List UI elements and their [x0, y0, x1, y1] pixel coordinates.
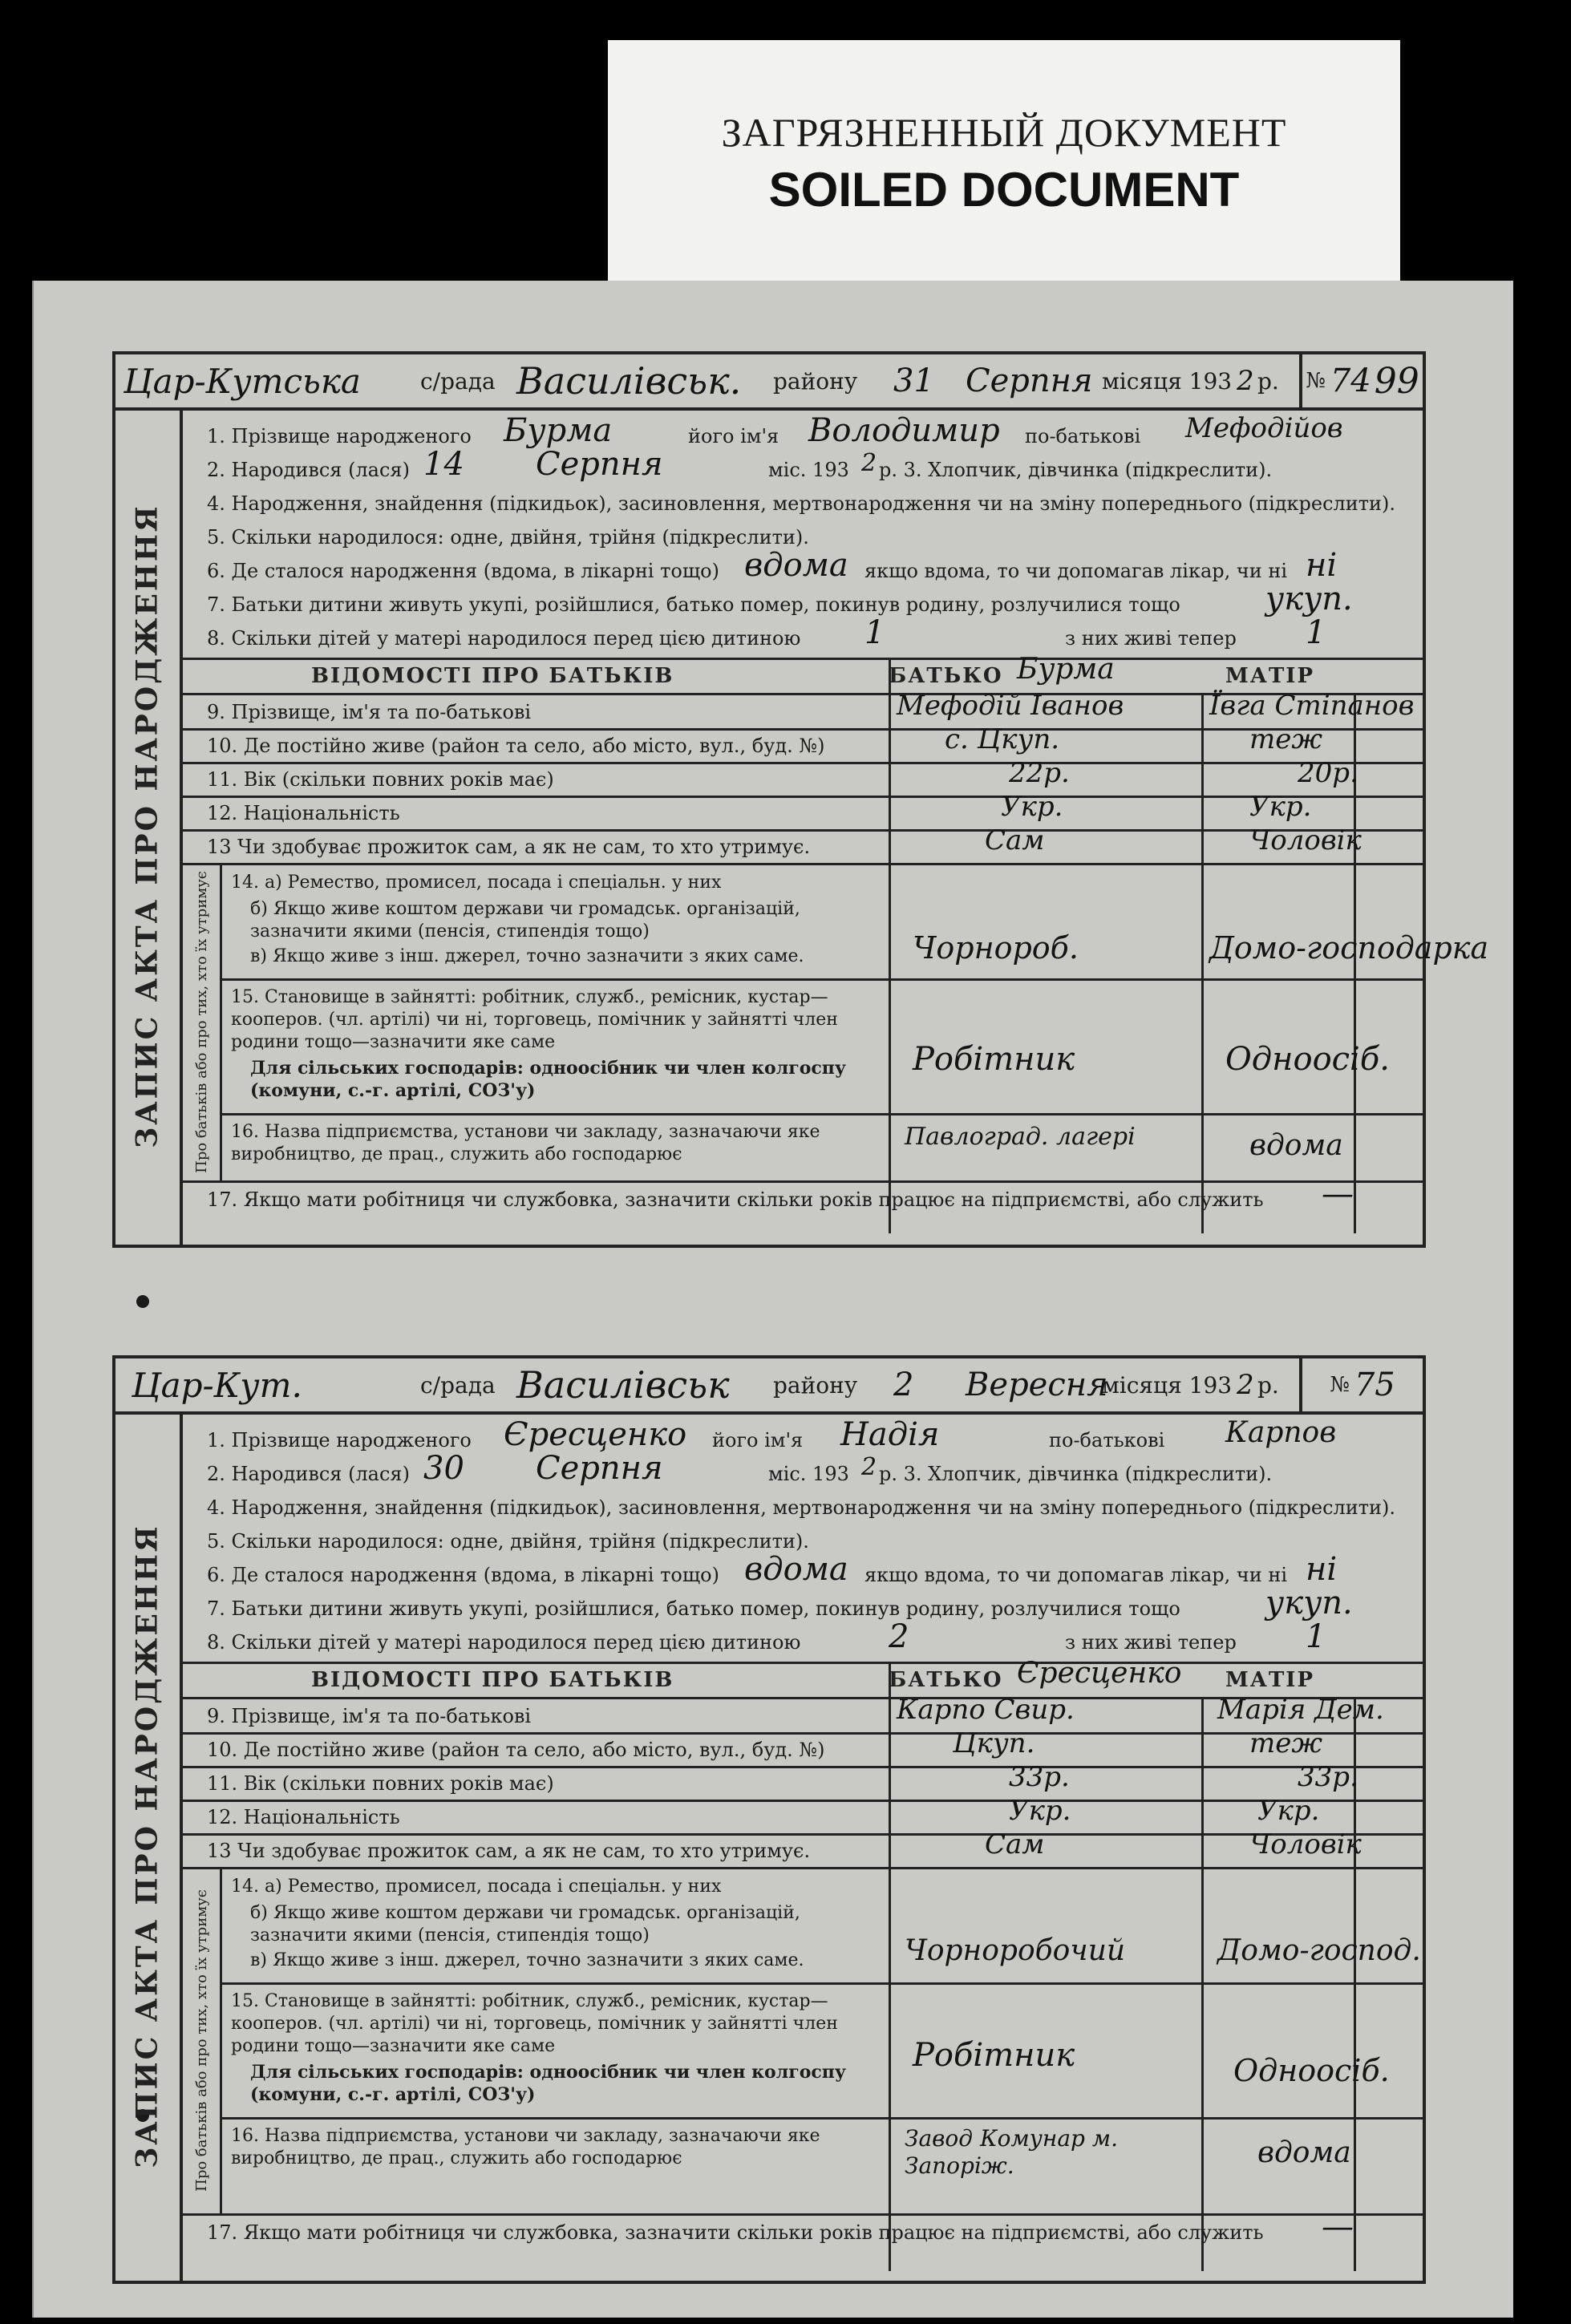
record-number: 75 — [1354, 1366, 1395, 1403]
month-label: місяця 193 — [1102, 1371, 1233, 1399]
father-lives: Цкуп. — [953, 1727, 1035, 1759]
birth-record-2 — [112, 1355, 1426, 2284]
birth-month: Серпня — [536, 446, 663, 483]
birth-day: 14 — [423, 446, 464, 483]
q16-text: 16. Назва підприємства, установи чи закладу, зазначаючи яке виробництво, де прац., служить або господарює — [231, 1122, 820, 1164]
mother-status: Одноосіб. — [1225, 1041, 1390, 1078]
mother-heading: МАТІР — [1225, 1668, 1315, 1692]
parents-heading: ВІДОМОСТІ ПРО БАТЬКІВ — [311, 664, 674, 688]
q15b-text: Для сільських господарів: одноосібник чи член колгоспу (комуни, с.-г. артілі, СОЗ'у) — [250, 2062, 846, 2105]
father-age: 22р. — [1009, 757, 1070, 789]
q15-text: 15. Становище в зайнятті: робітник, служб., ремісник, кустар—кооперов. (чл. артілі) чи ні, торговець, помічник у зайнятті член родини тощо—зазначити яке саме — [231, 1991, 838, 2056]
table-rule — [183, 1833, 1423, 1836]
father-surname-note: Єресценко — [1017, 1657, 1182, 1690]
surname-value: Бурма — [504, 412, 613, 449]
stamp-number: 99 — [1374, 360, 1419, 402]
father-income: Сам — [985, 824, 1045, 856]
q14c-text: в) Якщо живе з інш. джерел, точно зазначити з яких саме. — [250, 1950, 804, 1970]
father-status: Робітник — [913, 2037, 1075, 2074]
father-nationality: Укр. — [1009, 1795, 1071, 1827]
father-trade: Чорноробочий — [905, 1934, 1126, 1967]
sub-side-title: Про батьків або про тих, хто їх утримує — [183, 1867, 222, 2213]
children-before: 2 — [889, 1618, 909, 1655]
father-nationality: Укр. — [1001, 791, 1063, 823]
doctor-value: ні — [1306, 547, 1338, 584]
table-rule — [183, 796, 1423, 798]
table-rule — [183, 728, 1423, 731]
mother-heading: МАТІР — [1225, 664, 1315, 688]
mother-trade: Домо-господарка — [1209, 930, 1489, 966]
mother-work: вдома — [1249, 1129, 1343, 1162]
table-rule — [183, 829, 1423, 832]
mother-name: Марія Дем. — [1217, 1694, 1384, 1726]
father-heading: БАТЬКО — [889, 1668, 1003, 1692]
father-trade: Чорнороб. — [913, 930, 1079, 966]
birth-place: вдома — [744, 1551, 848, 1588]
q14c-text: в) Якщо живе з інш. джерел, точно зазначити з яких саме. — [250, 946, 804, 966]
section-rule — [183, 1662, 1423, 1664]
mother-nationality: Укр. — [1249, 791, 1312, 823]
table-rule — [183, 1766, 1423, 1768]
table-rule — [183, 863, 1423, 865]
rayon-label: району — [773, 1371, 858, 1399]
table-rule — [220, 1113, 1423, 1115]
mother-lives: теж — [1249, 723, 1323, 755]
sub-side-title: Про батьків або про тих, хто їх утримує — [183, 863, 222, 1180]
side-title: ЗАПИС АКТА ПРО НАРОДЖЕННЯ — [115, 407, 183, 1245]
col-rule — [889, 658, 891, 1233]
section-rule — [183, 658, 1423, 660]
birth-year-digit: 2 — [861, 1453, 877, 1481]
name-value: Надія — [840, 1416, 940, 1453]
record-number-box — [1299, 1358, 1423, 1411]
mother-years: — — [1322, 1176, 1354, 1213]
col-rule — [1201, 693, 1204, 1233]
rayon-value: Василівськ — [516, 1363, 730, 1407]
mother-name: Ївга Стіпанов — [1209, 690, 1415, 722]
village-value: Цар-Кут. — [132, 1365, 302, 1405]
rayon-label: району — [773, 367, 858, 395]
parents-heading: ВІДОМОСТІ ПРО БАТЬКІВ — [311, 1668, 674, 1692]
mother-status: Одноосіб. — [1233, 2053, 1390, 2088]
father-work: Павлоград. лагері — [905, 1123, 1136, 1151]
table-rule — [183, 2213, 1423, 2216]
surname-value: Єресценко — [504, 1416, 687, 1453]
patronymic-value: Мефодійов — [1185, 412, 1343, 444]
mother-nationality: Укр. — [1257, 1795, 1320, 1827]
table-rule — [183, 1800, 1423, 1802]
year-suffix: р. — [1257, 1371, 1279, 1399]
father-name: Мефодій Іванов — [897, 690, 1124, 722]
children-living: 1 — [1306, 614, 1326, 651]
mother-age: 20р. — [1298, 757, 1358, 789]
parents-status: укуп. — [1265, 581, 1353, 617]
mother-income: Чоловік — [1249, 1828, 1362, 1860]
record-number: 74 — [1330, 362, 1371, 399]
parents-status: укуп. — [1265, 1585, 1353, 1622]
rada-label: с/рада — [420, 367, 496, 395]
day-value: 31 — [893, 362, 934, 399]
archive-label-ru: ЗАГРЯЗНЕННЫЙ ДОКУМЕНТ — [721, 109, 1287, 155]
year-digit: 2 — [1237, 1369, 1254, 1401]
village-value: Цар-Кутська — [123, 361, 361, 401]
archive-label-en: SOILED DOCUMENT — [768, 162, 1240, 217]
record-number-box — [1299, 354, 1423, 407]
side-title: ЗАПИС АКТА ПРО НАРОДЖЕННЯ — [115, 1411, 183, 2281]
number-label: № — [1330, 1373, 1350, 1397]
month-value: Серпня — [966, 362, 1093, 399]
record-header — [115, 1358, 1423, 1415]
record-header — [115, 354, 1423, 411]
table-rule — [183, 1180, 1423, 1183]
birth-record-1 — [112, 351, 1489, 1248]
father-lives: с. Цкуп. — [945, 723, 1060, 755]
birth-year-digit: 2 — [861, 449, 877, 477]
birth-day: 30 — [423, 1450, 464, 1487]
father-income: Сам — [985, 1828, 1045, 1860]
archive-label-card — [608, 40, 1400, 285]
name-value: Володимир — [808, 412, 1000, 449]
table-rule — [183, 1867, 1423, 1869]
mother-income: Чоловік — [1249, 824, 1362, 856]
table-rule — [220, 978, 1423, 981]
q15b-text: Для сільських господарів: одноосібник чи член колгоспу (комуни, с.-г. артілі, СОЗ'у) — [250, 1058, 846, 1101]
punch-hole — [136, 1295, 149, 1308]
rayon-value: Василівськ. — [516, 359, 742, 403]
mother-age: 33р. — [1298, 1761, 1358, 1793]
father-status: Робітник — [913, 1041, 1075, 1078]
table-rule — [220, 1982, 1423, 1985]
father-age: 33р. — [1009, 1761, 1070, 1793]
record-body: 1. Прізвище народженого Бурма його ім'я Володимир по-батькові Мефодійов 2. Народився (лася) 14 Серпня міс. 193 2 р. 3. Хлопчик, дівчинка (підкреслити). 4. Народження, знайдення (підкидьок), засиновлення, мертвонародження чи на зміну попереднього (підкреслити). 5. Скільки народилося: одне, двійня, трійня (підкреслити). 6. Де сталося народження (вдома, в лікарні тощо) вдома якщо вдома, то чи допомагав лікар, чи ні ні 7. Батьки дитини живуть укупі, розійшлися, батько помер, покинув родину, розлучилися тощо укуп. 8. Скільки дітей у матері народилося перед цією дитиною 1 з них живі тепер 1 ВІДОМОСТІ ПРО БАТЬКІВ БАТЬКО Бурма МАТІР 9. Прізвище, ім'я та по-батькові Мефодій Іванов Ївга Стіпанов 10. Де постійно живе (район та село, або місто, вул., буд. №) с. Цкуп. теж 11. Вік (скільки повних років має) 22р. 20р. 12. Національність Укр. Укр. 13 Чи здобуває прожиток сам, а як не сам, то хто утримує. Сам Чоловік Про батьків або про тих, хто їх утримує 14. а) Ремество, промисел, посада і спеціальн. у них б) Якщо живе коштом держави чи громадськ. організацій, зазначити якими (пенсія, стипендія тощо) в) Якщо живе з інш. джерел, точно зазначити з яких саме. Чорнороб. Домо-господарка 15. Становище в зайнятті: робітник, служб., ремісник, кустар—кооперов. (чл. артілі) чи ні, торговець, помічник у зайнятті член родини тощо—зазначити яке саме Для сільських господарів: одноосібник чи член колгоспу (комуни, с.-г. артілі, СОЗ'у) Робітник Одноосіб. 16. Назва підприємства, установи чи закладу, зазначаючи яке виробництво, де прац., служить або господарює Павлоград. лагері вдома 17. Якщо мати робітниця чи службовка, зазначити скільки років працює на підприємстві, або служить — — [183, 407, 1423, 1245]
father-surname-note: Бурма — [1017, 653, 1115, 686]
number-label: № — [1306, 369, 1326, 393]
col-rule — [889, 1662, 891, 2271]
birth-place: вдома — [744, 547, 848, 584]
q16-text: 16. Назва підприємства, установи чи закладу, зазначаючи яке виробництво, де прац., служить або господарює — [231, 2126, 820, 2168]
table-rule — [183, 1732, 1423, 1735]
mother-work: вдома — [1257, 2136, 1351, 2169]
q15-text: 15. Становище в зайнятті: робітник, служб., ремісник, кустар—кооперов. (чл. артілі) чи ні, торговець, помічник у зайнятті член родини тощо—зазначити яке саме — [231, 987, 838, 1052]
q14b-text: б) Якщо живе коштом держави чи громадськ. організацій, зазначити якими (пенсія, стипендія тощо) — [250, 1903, 800, 1945]
q14b-text: б) Якщо живе коштом держави чи громадськ. організацій, зазначити якими (пенсія, стипендія тощо) — [250, 899, 800, 941]
mother-lives: теж — [1249, 1727, 1323, 1759]
mother-years: — — [1322, 2209, 1354, 2245]
children-before: 1 — [864, 614, 885, 651]
father-heading: БАТЬКО — [889, 664, 1003, 688]
children-living: 1 — [1306, 1618, 1326, 1655]
mother-trade: Домо-господ. — [1217, 1934, 1421, 1967]
birth-month: Серпня — [536, 1450, 663, 1487]
year-digit: 2 — [1237, 365, 1254, 397]
doctor-value: ні — [1306, 1551, 1338, 1588]
rada-label: с/рада — [420, 1371, 496, 1399]
table-rule — [183, 762, 1423, 764]
day-value: 2 — [893, 1366, 914, 1403]
table-rule — [220, 2117, 1423, 2120]
month-label: місяця 193 — [1102, 367, 1233, 395]
record-body: 1. Прізвище народженого Єресценко його ім'я Надія по-батькові Карпов 2. Народився (лася) 30 Серпня міс. 193 2 р. 3. Хлопчик, дівчинка (підкреслити). 4. Народження, знайдення (підкидьок), засиновлення, мертвонародження чи на зміну попереднього (підкреслити). 5. Скільки народилося: одне, двійня, трійня (підкреслити). 6. Де сталося народження (вдома, в лікарні тощо) вдома якщо вдома, то чи допомагав лікар, чи ні ні 7. Батьки дитини живуть укупі, розійшлися, батько помер, покинув родину, розлучилися тощо укуп. 8. Скільки дітей у матері народилося перед цією дитиною 2 з них живі тепер 1 ВІДОМОСТІ ПРО БАТЬКІВ БАТЬКО Єресценко МАТІР 9. Прізвище, ім'я та по-батькові Карпо Свир. Марія Дем. 10. Де постійно живе (район та село, або місто, вул., буд. №) Цкуп. теж 11. Вік (скільки повних років має) 33р. 33р. 12. Національність Укр. Укр. 13 Чи здобуває прожиток сам, а як не сам, то хто утримує. Сам Чоловік Про батьків або про тих, хто їх утримує 14. а) Ремество, промисел, посада і спеціальн. у них б) Якщо живе коштом держави чи громадськ. організацій, зазначити якими (пенсія, стипендія тощо) в) Якщо живе з інш. джерел, точно зазначити з яких саме. Чорноробочий Домо-господ. 15. Становище в зайнятті: робітник, служб., ремісник, кустар—кооперов. (чл. артілі) чи ні, торговець, помічник у зайнятті член родини тощо—зазначити яке саме Для сільських господарів: одноосібник чи член колгоспу (комуни, с.-г. артілі, СОЗ'у) Робітник Одноосіб. 16. Назва підприємства, установи чи закладу, зазначаючи яке виробництво, де прац., служить або господарює Завод Комунар м. Запоріж. вдома 17. Якщо мати робітниця чи службовка, зазначити скільки років працює на підприємстві, або служить — — [183, 1411, 1423, 2281]
father-work: Завод Комунар м. Запоріж. — [905, 2125, 1118, 2179]
month-value: Вересня — [966, 1366, 1108, 1403]
father-name: Карпо Свир. — [897, 1694, 1075, 1726]
year-suffix: р. — [1257, 367, 1279, 395]
patronymic-value: Карпов — [1225, 1416, 1337, 1449]
